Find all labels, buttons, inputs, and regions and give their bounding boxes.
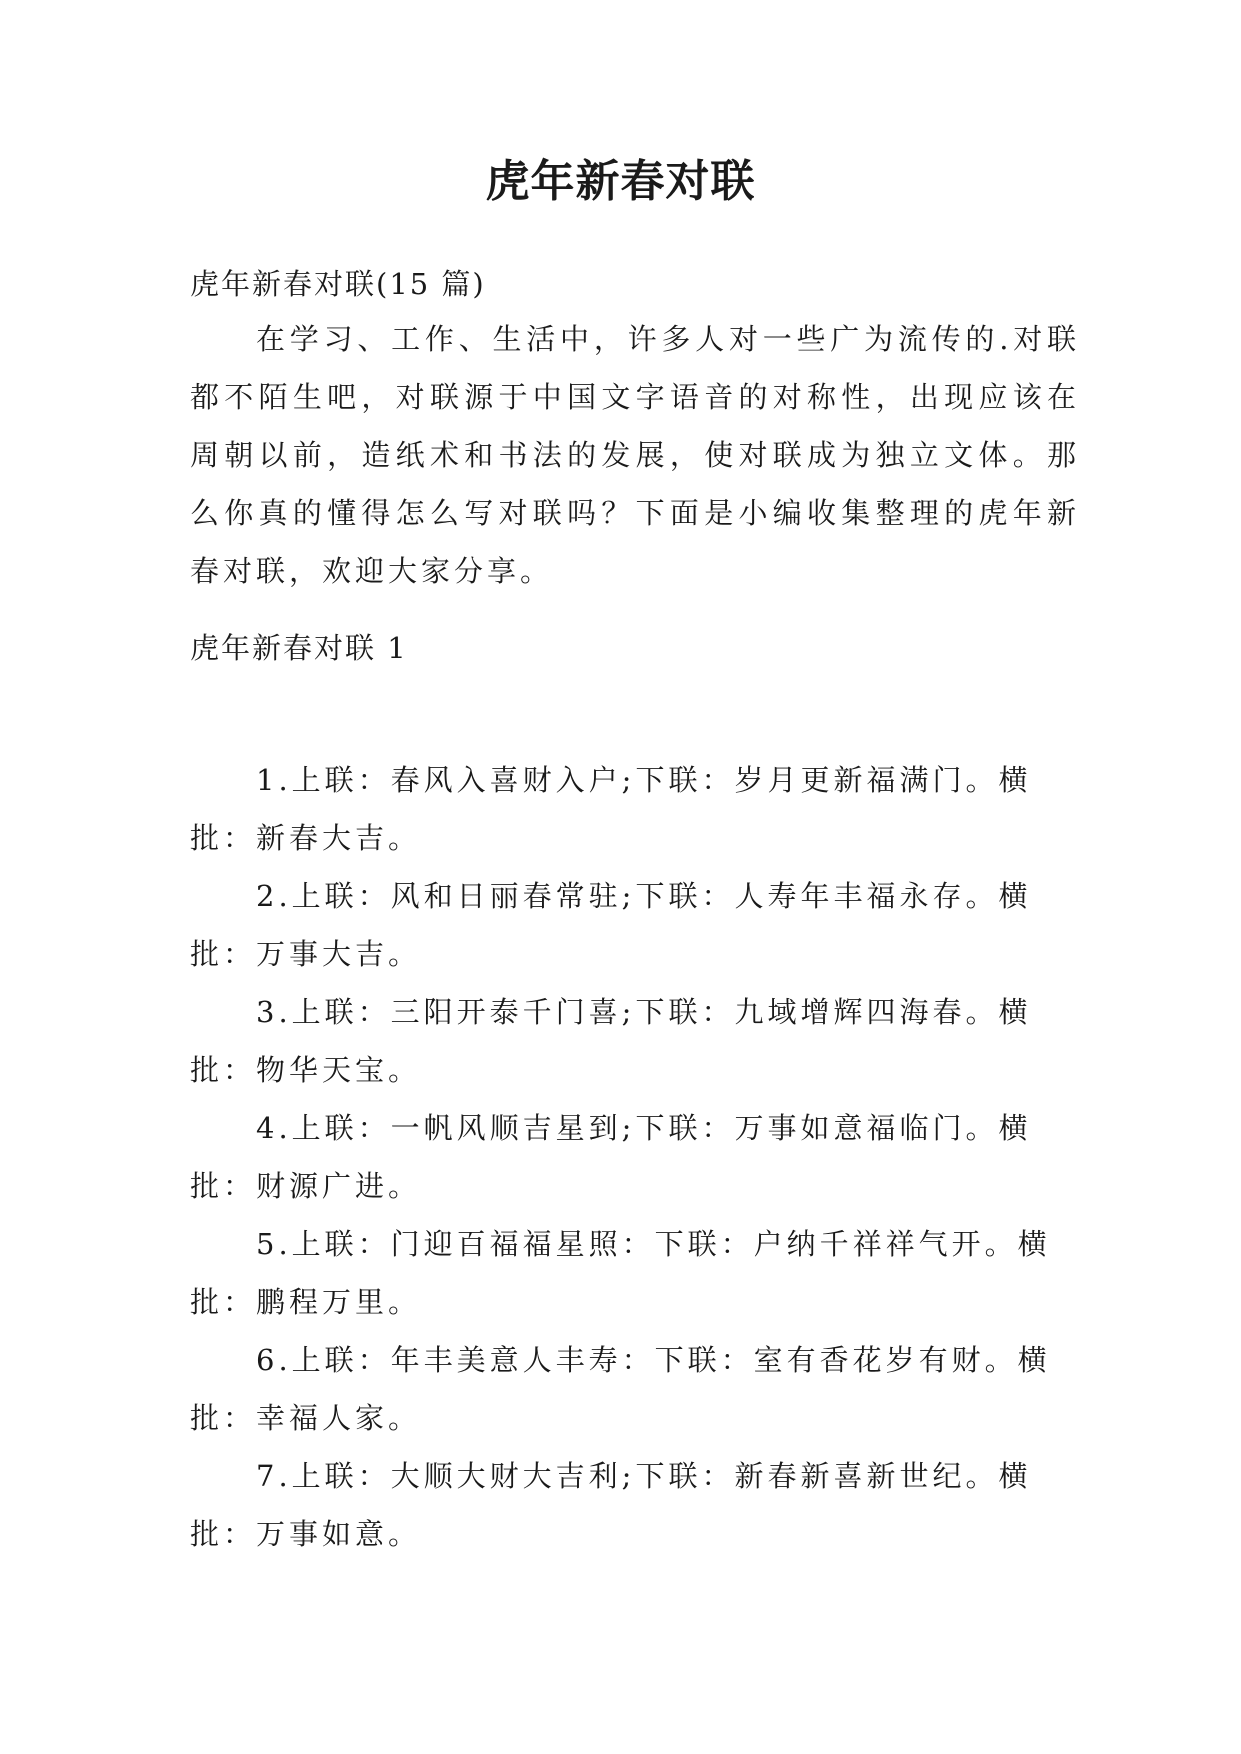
list-item: 6.上联：年丰美意人丰寿：下联：室有香花岁有财。横批：幸福人家。 <box>190 1343 1051 1435</box>
list-item: 5.上联：门迎百福福星照：下联：户纳千祥祥气开。横批：鹏程万里。 <box>190 1227 1051 1319</box>
intro-paragraph: 在学习、工作、生活中，许多人对一些广为流传的.对联都不陌生吧，对联源于中国文字语音的对称性，出现应该在周朝以前，造纸术和书法的发展，使对联成为独立文体。那么你真的懂得怎么写对联吗？下面是小编收集整理的虎年新春对联，欢迎大家分享。 <box>190 322 1080 588</box>
list-item: 7.上联：大顺大财大吉利;下联：新春新喜新世纪。横批：万事如意。 <box>190 1459 1032 1551</box>
list-item: 4.上联：一帆风顺吉星到;下联：万事如意福临门。横批：财源广进。 <box>190 1111 1032 1203</box>
document-heading: 虎年新春对联(15 篇) <box>190 267 486 301</box>
page-title: 虎年新春对联 <box>485 156 756 207</box>
intro-section <box>190 310 1080 600</box>
list-item: 3.上联：三阳开泰千门喜;下联：九域增辉四海春。横批：物华天宝。 <box>190 995 1032 1087</box>
list-item: 1.上联：春风入喜财入户;下联：岁月更新福满门。横批：新春大吉。 <box>190 763 1032 855</box>
list-item: 2.上联：风和日丽春常驻;下联：人寿年丰福永存。横批：万事大吉。 <box>190 879 1032 971</box>
couplet-list <box>190 751 1080 1563</box>
section-title: 虎年新春对联 1 <box>190 631 408 665</box>
